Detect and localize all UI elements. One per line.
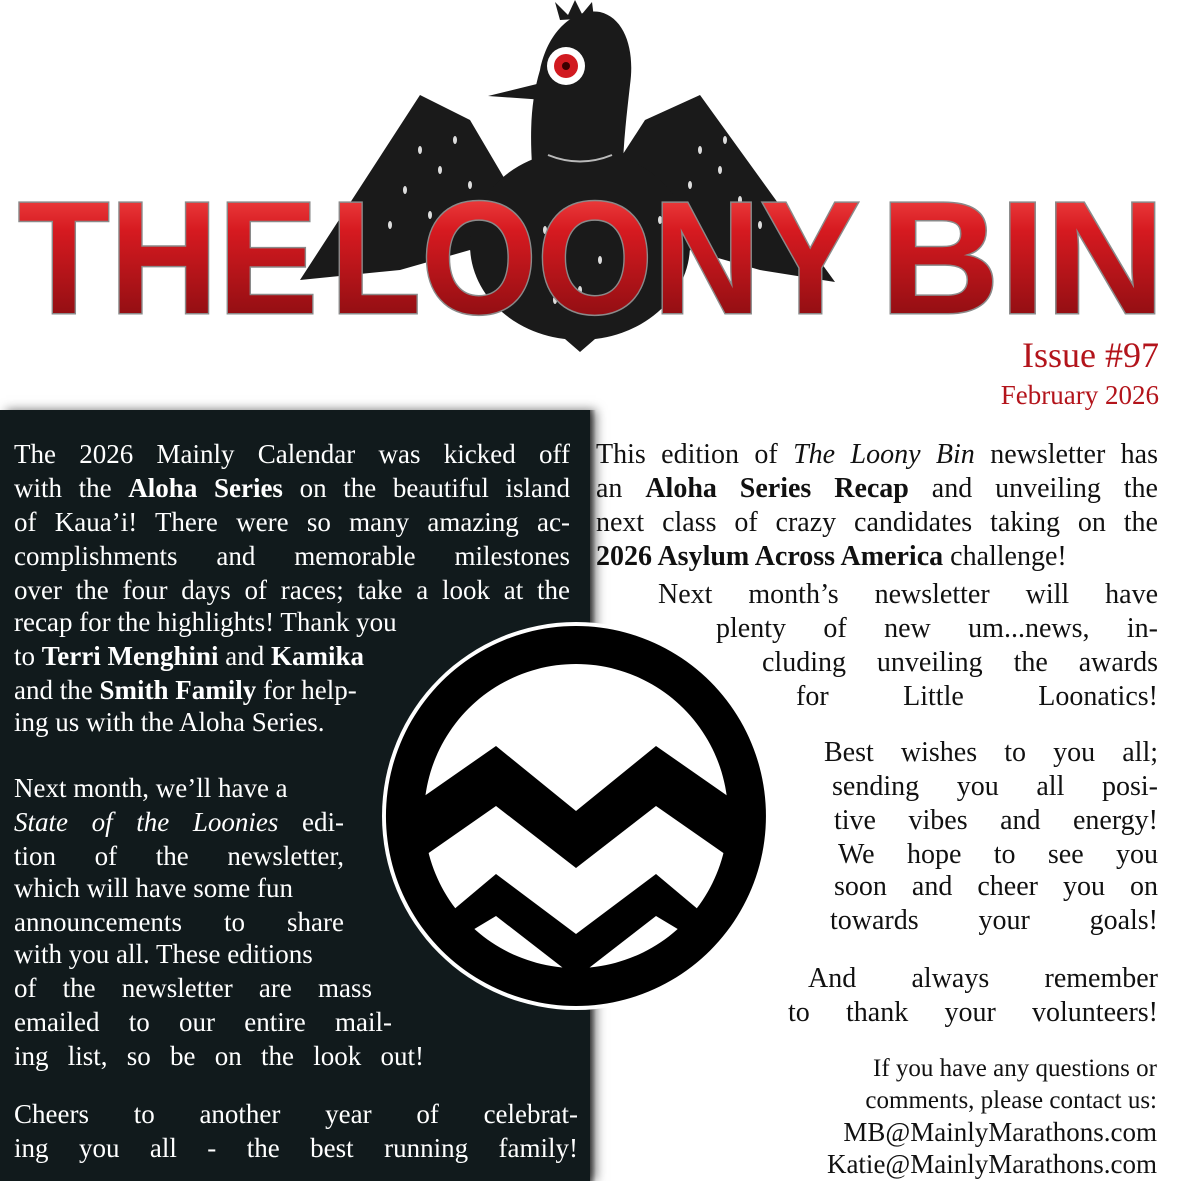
mainly-marathons-mm-logo [376, 616, 776, 1016]
left-p2-line: of the newsletter are mass [14, 973, 372, 1003]
left-p3-line: ing you all - the best running family! [14, 1133, 578, 1163]
left-p1-line: over the four days of races; take a look at the [14, 575, 570, 605]
right-p1-line: an Aloha Series Recap and unveiling the [596, 473, 1158, 504]
left-p1-line: and the Smith Family for help- [14, 675, 357, 705]
left-p1-line: recap for the highlights! Thank you [14, 607, 397, 637]
left-p3-line: Cheers to another year of celebrat- [14, 1099, 578, 1129]
right-p3-line: Best wishes to you all; [824, 737, 1158, 768]
right-p2-line: cluding unveiling the awards [762, 647, 1158, 678]
left-p2-line: tion of the newsletter, [14, 841, 344, 871]
right-p1-line: next class of crazy candidates taking on the [596, 507, 1158, 538]
right-p2-line: for Little Loonatics! [796, 681, 1158, 712]
right-p3-line: sending you all posi- [832, 771, 1158, 802]
right-p4-line: to thank your volunteers! [788, 997, 1158, 1028]
issue-number: Issue #97 [1022, 335, 1159, 375]
left-p2-line: emailed to our entire mail- [14, 1007, 392, 1037]
left-p2-line: which will have some fun [14, 873, 293, 903]
right-p1-line: 2026 Asylum Across America challenge! [596, 541, 1067, 572]
title-bin: BIN [880, 168, 1165, 347]
left-p2-line: State of the Loonies edi- [14, 807, 344, 837]
right-p2-line: plenty of new um...news, in- [716, 613, 1158, 644]
left-p1-line: ing us with the Aloha Series. [14, 707, 325, 737]
masthead [0, 0, 1181, 360]
email-katie-link[interactable]: Katie@MainlyMarathons.com [826, 1149, 1157, 1179]
title-the: THE [18, 168, 318, 347]
left-p1-line: to Terri Menghini and Kamika [14, 641, 365, 671]
left-p2-line: announcements to share [14, 907, 344, 937]
right-p4-line: And always remember [808, 963, 1158, 994]
title-loony: LOONY [330, 168, 860, 347]
left-p1-line: The 2026 Mainly Calendar was kicked off [14, 439, 570, 469]
left-p1-line: with the Aloha Series on the beautiful island [14, 473, 570, 503]
masthead-artwork [0, 0, 1181, 360]
contact-line: comments, please contact us: [865, 1087, 1157, 1114]
right-p3-line: soon and cheer you on [834, 871, 1158, 902]
right-p2-line: Next month’s newsletter will have [658, 579, 1158, 610]
left-p2-line: with you all. These editions [14, 939, 313, 969]
email-mb-link[interactable]: MB@MainlyMarathons.com [843, 1117, 1157, 1147]
left-p1-line: complishments and memorable milestones [14, 541, 570, 571]
right-p1-line: This edition of The Loony Bin newsletter has [596, 439, 1158, 470]
left-p2-line: ing list, so be on the look out! [14, 1041, 424, 1071]
right-p3-line: towards your goals! [830, 905, 1158, 936]
right-p3-line: tive vibes and energy! [834, 805, 1158, 836]
left-p2-line: Next month, we’ll have a [14, 773, 288, 803]
issue-date: February 2026 [1000, 380, 1159, 410]
contact-line: If you have any questions or [873, 1055, 1157, 1082]
right-p3-line: We hope to see you [838, 839, 1158, 870]
left-p1-line: of Kaua’i! There were so many amazing ac- [14, 507, 570, 537]
